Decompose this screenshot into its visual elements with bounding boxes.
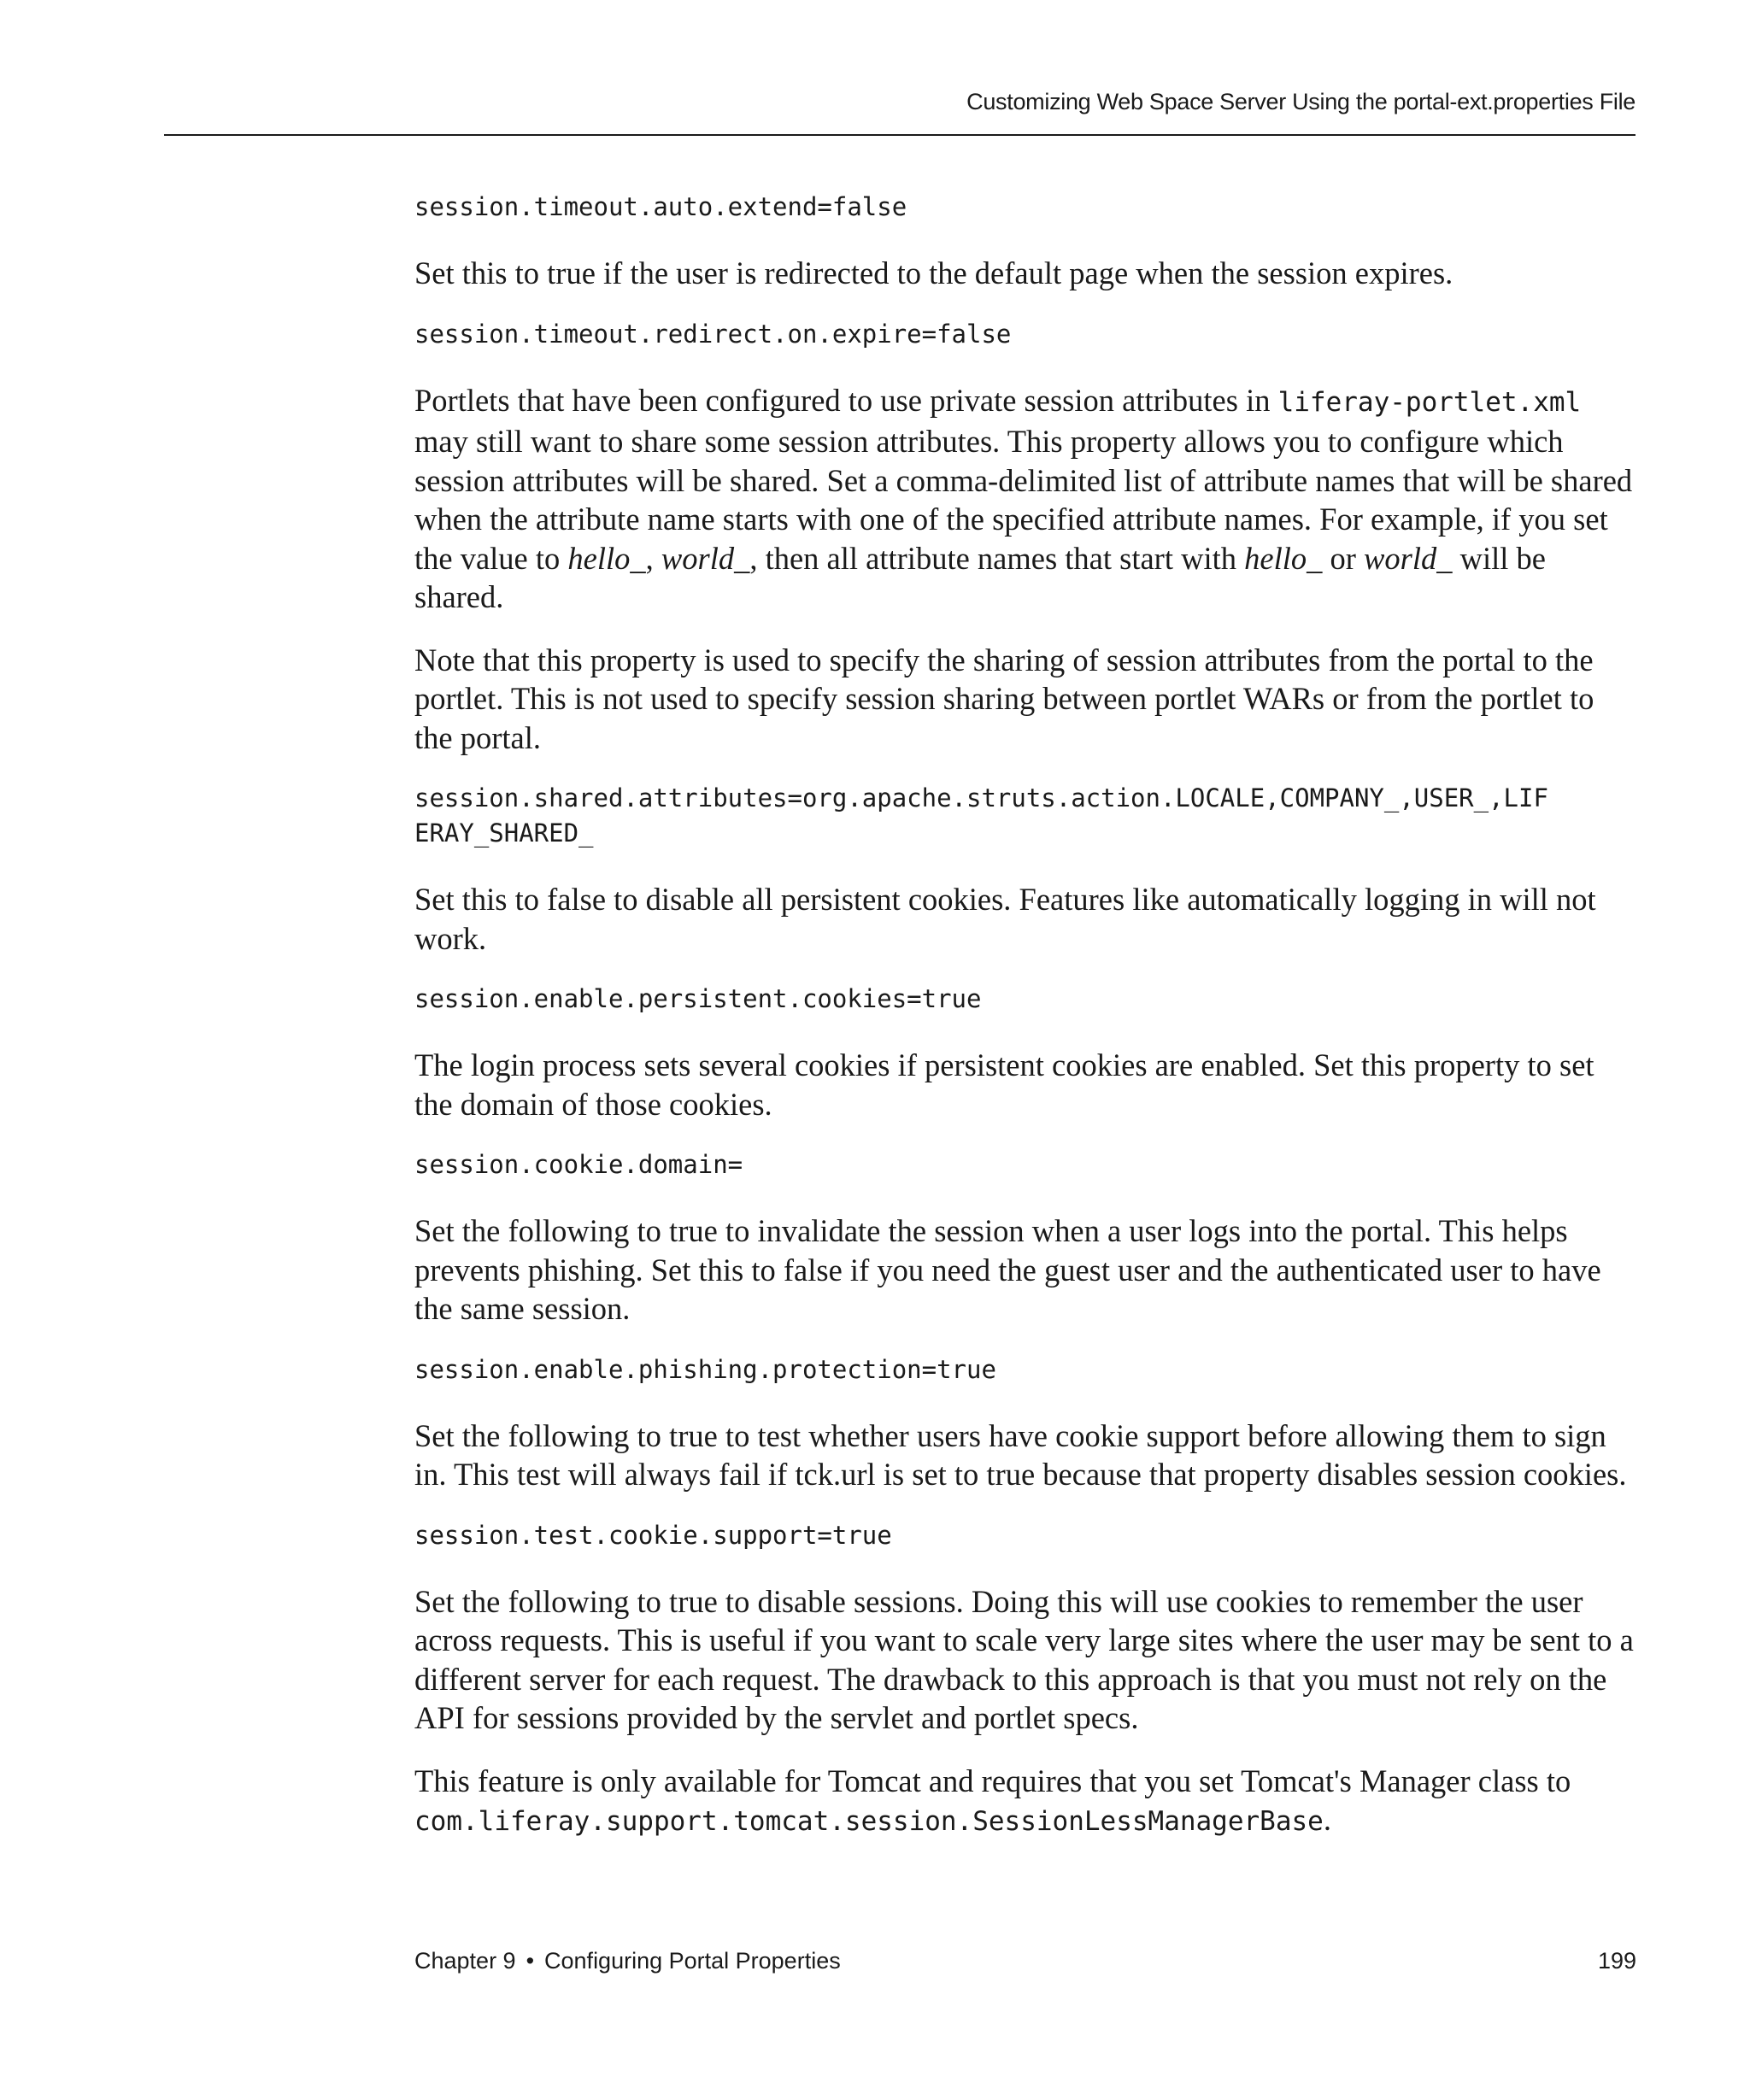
paragraph: [414, 381, 1636, 617]
text-run: or: [1322, 540, 1365, 576]
code-property: session.timeout.auto.extend=false: [414, 192, 907, 221]
text-run: Portlets that have been configured to use private session attributes in: [414, 382, 1278, 418]
code-property: session.test.cookie.support=true: [414, 1520, 892, 1550]
text-run: , then all attribute names that start with: [749, 540, 1245, 576]
italic-term: world_: [1364, 540, 1453, 576]
page-number: 199: [1597, 1948, 1636, 1974]
paragraph: Set the following to true to invalidate the session when a user logs into the portal. This helps prevents phishing. Set this to false if you need the guest user and the authenticated user to have the same session.: [414, 1213, 1601, 1326]
page-body: [414, 176, 1636, 1866]
italic-term: world_: [661, 540, 750, 576]
code-property: session.enable.phishing.protection=true: [414, 1354, 996, 1384]
bullet-separator: •: [526, 1948, 535, 1974]
paragraph: Set this to false to disable all persistent cookies. Features like automatically logging in will not work.: [414, 882, 1596, 956]
paragraph: The login process sets several cookies if persistent cookies are enabled. Set this property to set the domain of those cookies.: [414, 1047, 1594, 1122]
inline-code: com.liferay.support.tomcat.session.SessionLessManagerBase: [414, 1806, 1324, 1837]
paragraph: Set the following to true to disable sessions. Doing this will use cookies to remember the user across requests. This is useful if you want to scale very large sites where the user may be sent to a different server for each request. The drawback to this approach is that you must not rely on the API for sessions provided by the servlet and portlet specs.: [414, 1583, 1634, 1735]
text-run: ,: [645, 540, 661, 576]
text-run: will be shared.: [414, 540, 1546, 614]
italic-term: hello_: [1244, 540, 1323, 576]
code-property: session.enable.persistent.cookies=true: [414, 984, 982, 1013]
text-run: This feature is only available for Tomcat and requires that you set Tomcat's Manager class to: [414, 1763, 1571, 1798]
text-run: may still want to share some session attributes. This property allows you to configure which session attributes will be shared. Set a comma-delimited list of attribute names that will be shared when the attribute name starts with one of the specified attribute names. For example, if you set the value to: [414, 424, 1633, 576]
paragraph: [414, 1762, 1636, 1842]
header-rule: [164, 134, 1635, 136]
paragraph: Set this to true if the user is redirected to the default page when the session expires.: [414, 255, 1453, 290]
code-property: session.shared.attributes=org.apache.struts.action.LOCALE,COMPANY_,USER_,LIF ERAY_SHARED_: [414, 783, 1548, 848]
running-header: Customizing Web Space Server Using the portal-ext.properties File: [966, 89, 1635, 114]
text-run: .: [1323, 1802, 1331, 1837]
paragraph: Set the following to true to test whether users have cookie support before allowing them to sign in. This test will always fail if tck.url is set to true because that property disables session cookies.: [414, 1417, 1627, 1492]
italic-term: hello_: [567, 540, 646, 576]
chapter-label: Chapter 9: [414, 1948, 516, 1974]
chapter-title: Configuring Portal Properties: [544, 1948, 841, 1974]
code-property: session.timeout.redirect.on.expire=false: [414, 319, 1012, 349]
footer-chapter: [414, 1948, 841, 1974]
code-property: session.cookie.domain=: [414, 1150, 743, 1179]
inline-code: liferay-portlet.xml: [1277, 386, 1582, 418]
paragraph: Note that this property is used to specify the sharing of session attributes from the portal to the portlet. This is not used to specify session sharing between portlet WARs or from the portlet to the portal.: [414, 642, 1594, 755]
